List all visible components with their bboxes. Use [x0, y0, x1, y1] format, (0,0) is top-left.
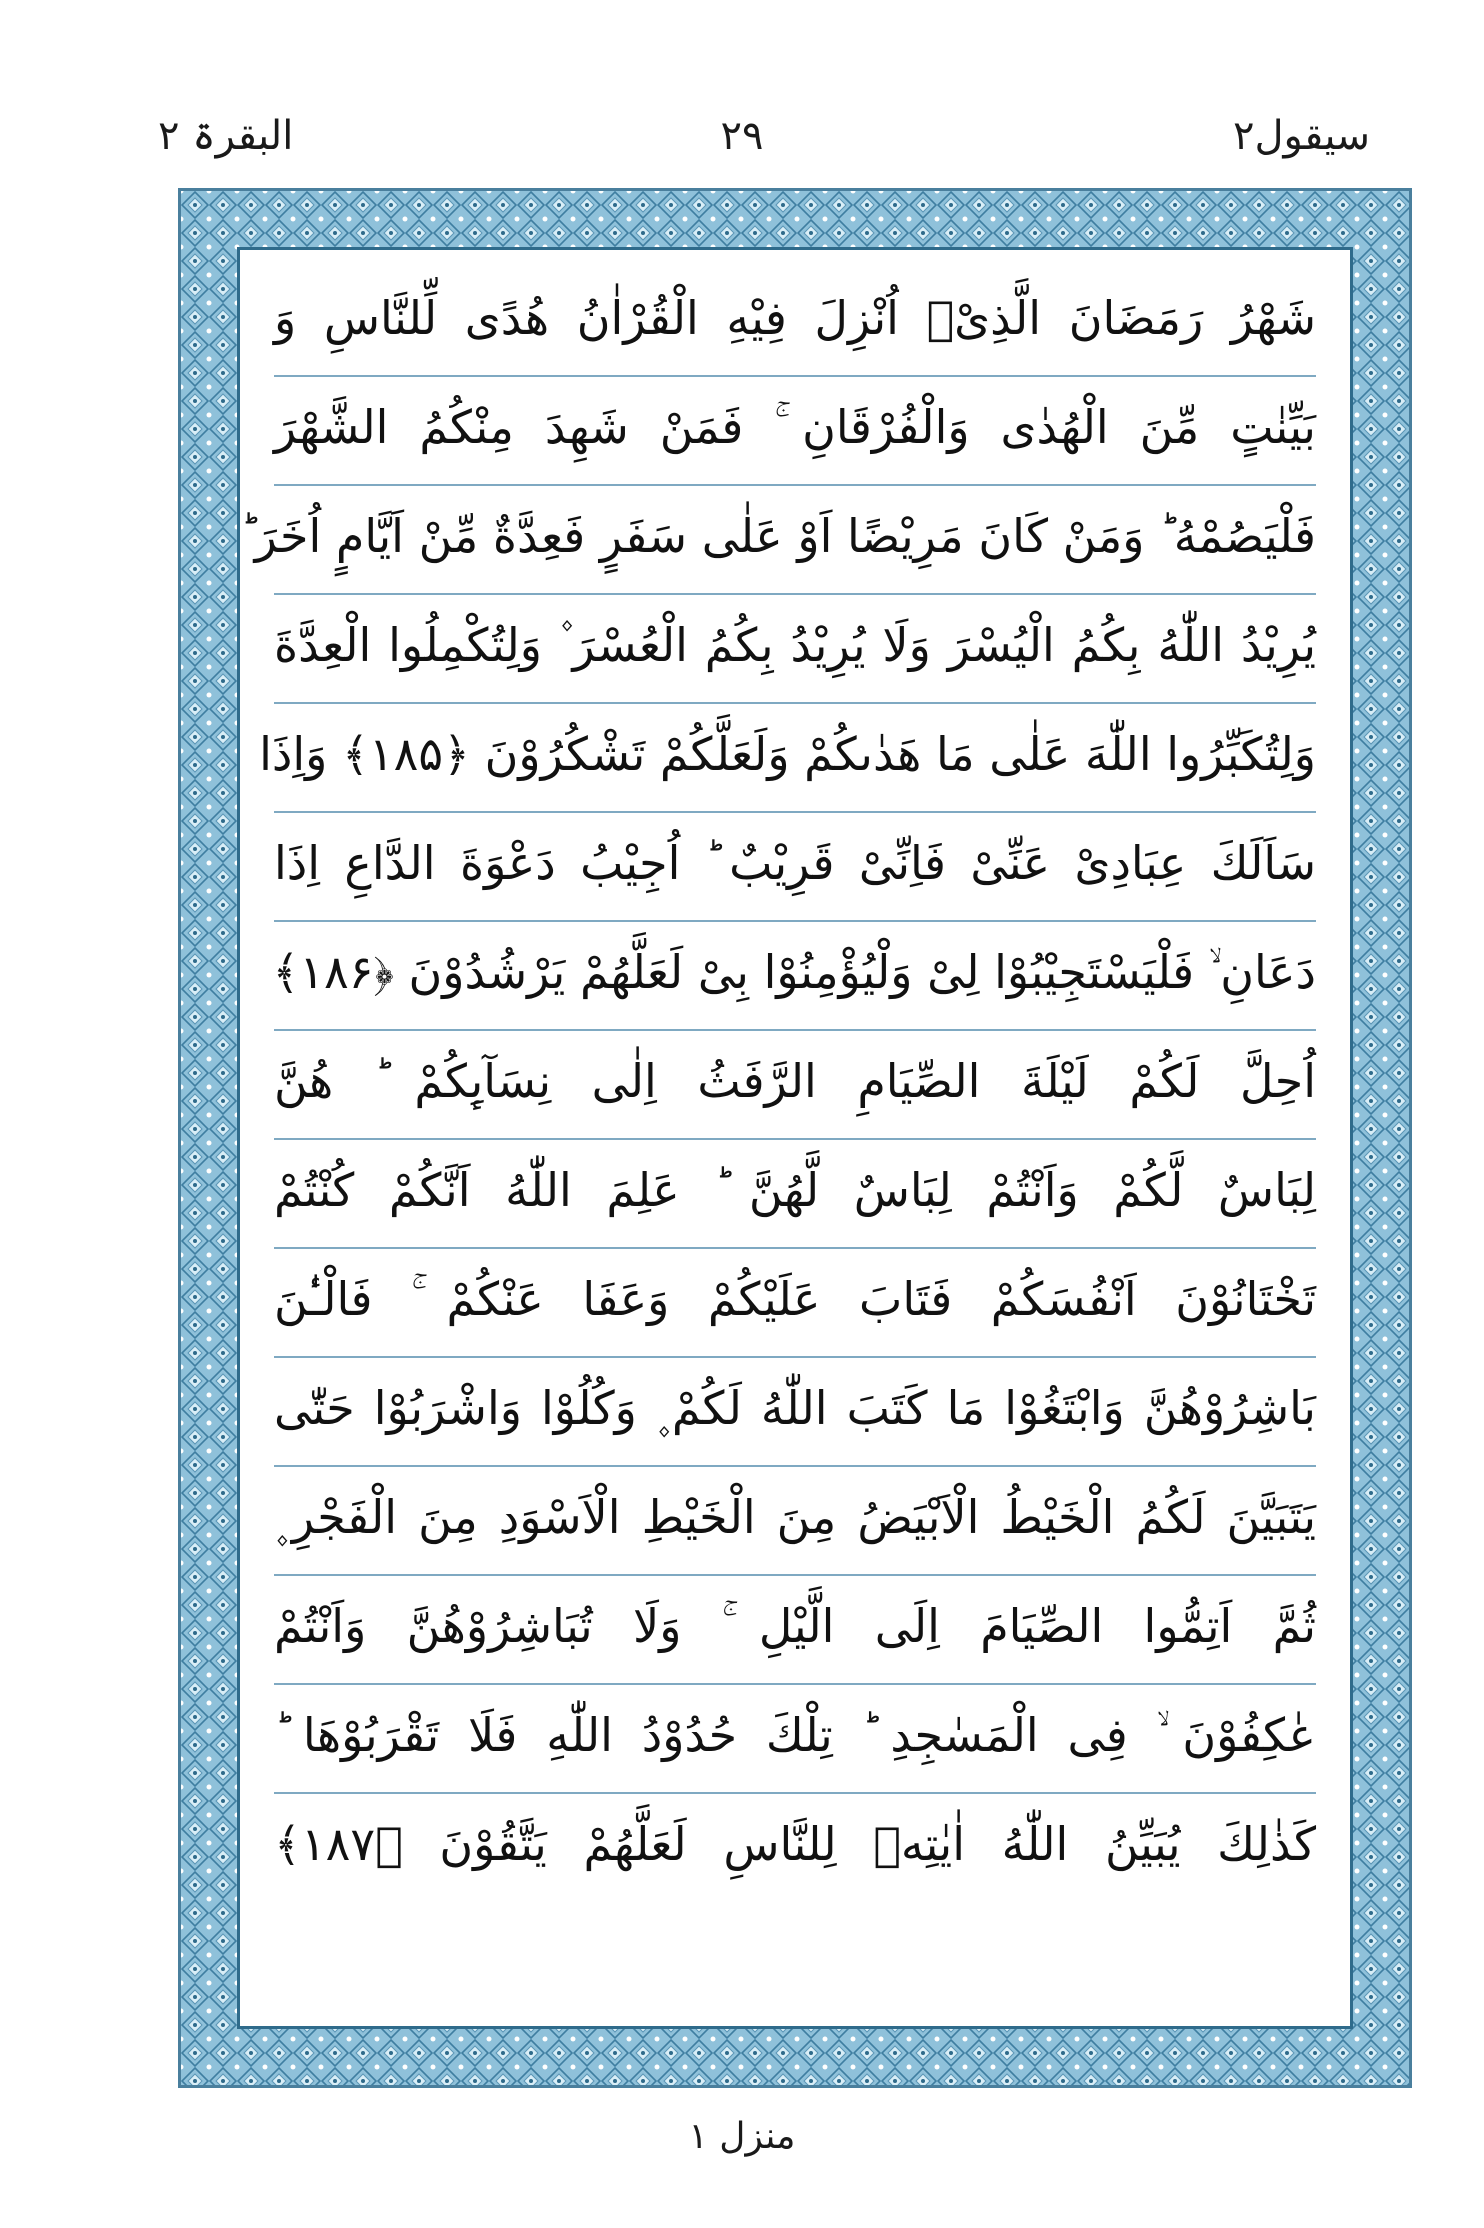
- decorative-border-frame: [178, 188, 1412, 2088]
- verse-line: یُرِیْدُ اللّٰهُ بِكُمُ الْیُسْرَ وَلَا یُرِیْدُ بِكُمُ الْعُسْرَ ۫ وَلِتُكْمِلُوا الْعِدَّةَ: [274, 595, 1316, 704]
- verse-line: عٰكِفُوْنَ ۙ فِی الْمَسٰجِدِ ؕ تِلْكَ حُدُوْدُ اللّٰهِ فَلَا تَقْرَبُوْهَا ؕ: [274, 1685, 1316, 1794]
- verse-line: تَخْتَانُوْنَ اَنْفُسَكُمْ فَتَابَ عَلَیْكُمْ وَعَفَا عَنْكُمْ ۚ فَالْـٰٔنَ: [274, 1249, 1316, 1358]
- verse-line: سَاَلَكَ عِبَادِیْ عَنِّیْ فَاِنِّیْ قَرِیْبٌ ؕ اُجِیْبُ دَعْوَةَ الدَّاعِ اِذَا: [274, 813, 1316, 922]
- verse-line: یَتَبَیَّنَ لَكُمُ الْخَیْطُ الْاَبْیَضُ مِنَ الْخَیْطِ الْاَسْوَدِ مِنَ الْفَجْرِ ۪: [274, 1467, 1316, 1576]
- verse-lines: [240, 250, 1350, 2026]
- verse-line: فَلْیَصُمْهُ ؕ وَمَنْ كَانَ مَرِیْضًا اَوْ عَلٰی سَفَرٍ فَعِدَّةٌ مِّنْ اَیَّامٍ اُخَرَ ؕ: [274, 486, 1316, 595]
- manzil-label: منزل ۱: [688, 2116, 796, 2157]
- page-number: ۲۹: [720, 113, 764, 159]
- verse-line: بَیِّنٰتٍ مِّنَ الْهُدٰی وَالْفُرْقَانِ ۚ فَمَنْ شَهِدَ مِنْكُمُ الشَّهْرَ: [274, 377, 1316, 486]
- verse-line: شَهْرُ رَمَضَانَ الَّذِیْۤ اُنْزِلَ فِیْهِ الْقُرْاٰنُ هُدًی لِّلنَّاسِ وَ: [274, 268, 1316, 377]
- verse-line: اُحِلَّ لَكُمْ لَیْلَةَ الصِّیَامِ الرَّفَثُ اِلٰی نِسَآىِٕكُمْ ؕ هُنَّ: [274, 1031, 1316, 1140]
- verse-line: لِبَاسٌ لَّكُمْ وَاَنْتُمْ لِبَاسٌ لَّهُنَّ ؕ عَلِمَ اللّٰهُ اَنَّكُمْ كُنْتُمْ: [274, 1140, 1316, 1249]
- text-panel: [237, 247, 1353, 2029]
- verse-line: ثُمَّ اَتِمُّوا الصِّیَامَ اِلَی الَّیْلِ ۚ وَلَا تُبَاشِرُوْهُنَّ وَاَنْتُمْ: [274, 1576, 1316, 1685]
- verse-line: كَذٰلِكَ یُبَیِّنُ اللّٰهُ اٰیٰتِهٖ لِلنَّاسِ لَعَلَّهُمْ یَتَّقُوْنَ ﴿۱۸۷﴾: [274, 1817, 1316, 1871]
- verse-line: بَاشِرُوْهُنَّ وَابْتَغُوْا مَا كَتَبَ اللّٰهُ لَكُمْ ۪ وَكُلُوْا وَاشْرَبُوْا حَتّٰی: [274, 1358, 1316, 1467]
- verse-line: دَعَانِ ۙ فَلْیَسْتَجِیْبُوْا لِیْ وَلْیُؤْمِنُوْا بِیْ لَعَلَّهُمْ یَرْشُدُوْنَ ﴿۱۸۶﴾: [274, 922, 1316, 1031]
- verse-line: وَلِتُكَبِّرُوا اللّٰهَ عَلٰی مَا هَدٰىكُمْ وَلَعَلَّكُمْ تَشْكُرُوْنَ ﴿۱۸۵﴾ وَاِذَا: [274, 704, 1316, 813]
- surah-name: البقرۃ ۲: [158, 113, 294, 159]
- para-name: سیقول۲: [1232, 113, 1370, 159]
